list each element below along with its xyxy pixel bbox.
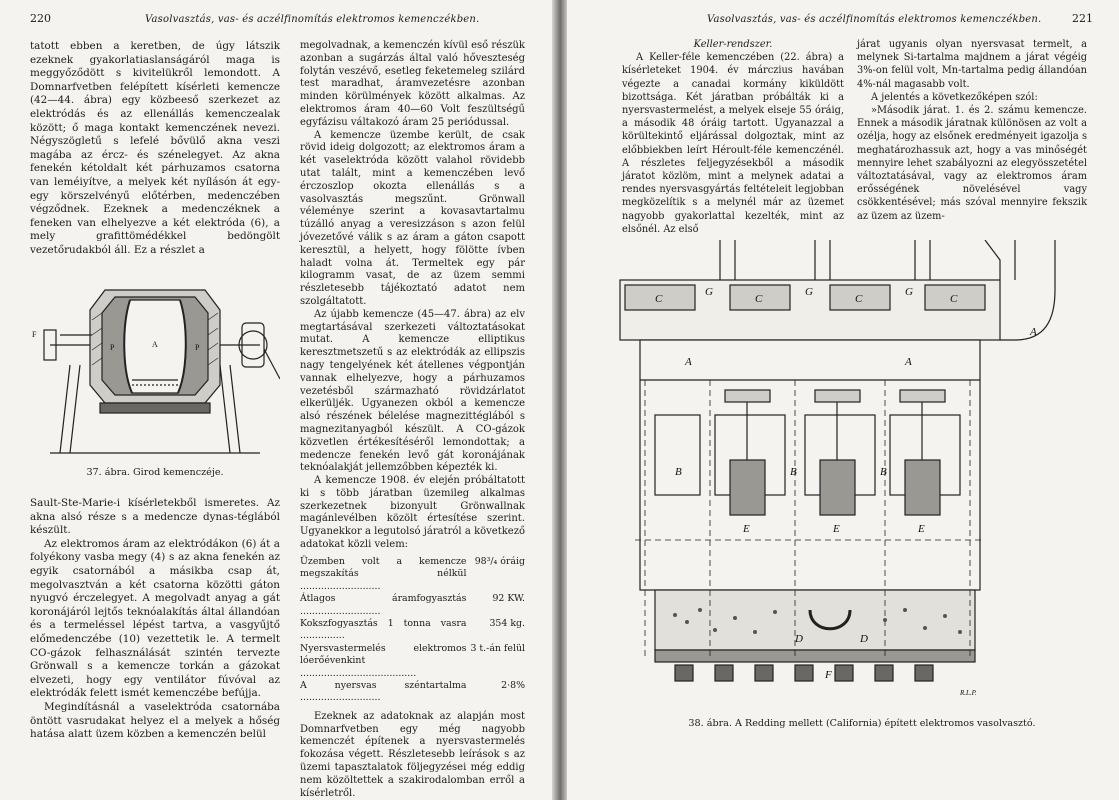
table-cell-value: 2·8% xyxy=(501,679,525,691)
table-cell-label: Nyersvastermelés elektromos lóerőévenkint ....................................... xyxy=(300,642,467,679)
paragraph: Sault-Ste-Marie-i kísérletekből ismeretes. Az akna alsó része s a medencze dynas-téglából készült. xyxy=(30,497,280,537)
fig38-caption: 38. ábra. A Redding mellett (California) épített elektromos vasolvasztó. xyxy=(688,718,1036,729)
table-row xyxy=(300,618,525,643)
right-page-number: 221 xyxy=(1072,12,1093,25)
fig38-label-b3: B xyxy=(880,466,887,478)
left-col1-bottom xyxy=(30,497,280,742)
table-row xyxy=(300,643,525,680)
paragraph: Az elektromos áram az elektródákon (6) át a folyékony vasba megy (4) s az akna fenekén az egyik csatornából a másikba csap át, megolvasztván a két csatorna közötti gáton nyugvó érczelegyet. A megolvadt anyag a gát koronájáról lejtős teknóalakítás által állandóan és a termeléssel lépést tartva, a vasgyűjtő előmedenczébe (10) vezettetik le. A termelt CO-gázok felhasználását szintén tervezte Grönwall s a kemencze torkán a gázokat elvezeti, hogy egy ventilátor fúvóval az elektródák felett ismét kemenczébe befújja. xyxy=(30,537,280,700)
fig38-label-e2: E xyxy=(833,523,840,535)
table-cell-label: Átlagos áramfogyasztás ........................... xyxy=(300,593,467,617)
fig38-label-a2: A xyxy=(685,356,692,368)
paragraph: Az újabb kemencze (45—47. ábra) az elv megtartásával szerkezeti változtatásokat mutat. A kemencze elliptikus keresztmetszetű s az elektródák az ellipszis nagy tengelyének két átellenes végpontján vannak elhelyezve, hogy a párhuzamos vezetésből származható rövidzárlatot elkerüljék. Ugyanezen okból a kemencze alsó részének bélelése magnezittéglából s magnezitanyagból készült. A CO-gázok közvetlen értékesítéséről lemondottak; a medencze fenekén levő gát koronájának teknóalakját jellemzőbben képezték ki. xyxy=(300,308,525,474)
table-row xyxy=(300,593,525,618)
table-cell-value: 3 t.-án felül xyxy=(470,642,525,654)
table-cell-label: Üzemben volt a kemencze megszakítás nélkül ........................... xyxy=(300,555,467,592)
fig38-label-a3: A xyxy=(905,356,912,368)
table-cell-value: 354 kg. xyxy=(489,617,525,629)
fig38-label-g3: G xyxy=(905,286,913,298)
fig37-label-p2: P xyxy=(195,343,200,352)
table-cell-value: 98³/₄ óráig xyxy=(474,555,525,567)
fig38-label-c4: C xyxy=(950,293,958,305)
fig37-label-a: A xyxy=(152,340,158,349)
paragraph: Megindításnál a vaselektróda csatornába öntött vasrudakat helyez el a melyek a hőség hatása alatt üzem közben a kemenczén belül xyxy=(30,700,280,741)
book-gutter xyxy=(552,0,567,800)
girod-furnace-figure xyxy=(30,275,280,460)
left-page-number: 220 xyxy=(30,12,51,25)
fig38-label-a1: A xyxy=(1030,326,1037,338)
fig37-caption: 37. ábra. Girod kemenczéje. xyxy=(86,467,224,478)
fig38-label-c2: C xyxy=(755,293,763,305)
paragraph: A Keller-féle kemenczében (22. ábra) a kísérleteket 1904. év márczius havában végezte a canadai kormány kiküldött bizottsága. Két járatban próbálták ki a nyersvastermelést, a melyek elseje 55 óráig, a második 48 óráig tartott. Ugyanazzal a körültekintő eljárással dolgoztak, mint az előbbiekben leírt Héroult-féle kemenczénél. A részletes feljegyzésekből a második járatot közlöm, mint a melynek adatai a rendes nyersvasgyártás feltételeit legjobban megközelítik s a melynél már az üzemet nagyobb gyakorlattal kezelték, mint az elsőnél. Az első xyxy=(622,52,844,235)
fig38-signature: R.L.P. xyxy=(960,689,977,697)
paragraph: járat ugyanis olyan nyersvasat termelt, a melynek Si-tartalma majdnem a járat végéig 3%-on felül volt, Mn-tartalma pedig állandóan 4%-nál magasabb volt. xyxy=(857,39,1087,90)
fig38-label-b1: B xyxy=(675,466,682,478)
fig38-label-d2: D xyxy=(860,633,868,645)
section-subhead: Keller-rendszer. xyxy=(693,39,773,50)
paragraph: A kemencze üzembe került, de csak rövid ideig dolgozott; az elektromos áram a két vaselektróda között valahol rövidebb utat talált, mint a kemenczében levő érczoszlop okozta ellenállás s a vasolvasztás megszűnt. Grönwall véleménye szerint a kovasavtartalmu túzálló anyag a veresizzáson s azon felül jóvezetővé válik s az áram a gáton csapott keresztül, a helyett, hogy fölötte ívben haladt volna át. Termeltek egy pár kilogramm vasat, de az üzem semmi részletesebb tájékoztató adatot nem szolgáltatott. xyxy=(300,129,525,307)
right-col2 xyxy=(857,38,1087,223)
redding-furnace-figure xyxy=(615,240,1095,700)
fig38-label-e3: E xyxy=(918,523,925,535)
fig38-label-d1: D xyxy=(795,633,803,645)
table-cell-label: A nyersvas széntartalma ........................... xyxy=(300,679,467,704)
left-col2 xyxy=(300,40,525,800)
fig37-label-f: F xyxy=(32,330,37,339)
furnace-data-table xyxy=(300,556,525,705)
fig38-label-e1: E xyxy=(743,523,750,535)
table-row xyxy=(300,680,525,705)
paragraph: megolvadnak, a kemenczén kívül eső részük azonban a sugárzás által való hőveszteség folytán veszévő, esetleg feketemeleg szilárd test maradhat, áramvezetésre azonban minden körülmények között alkalmas. Az elektromos áram 40—60 Volt feszültségű egyfázisu váltakozó áram 25 periódussal. xyxy=(300,40,525,128)
fig38-label-c1: C xyxy=(655,293,663,305)
table-row xyxy=(300,556,525,593)
fig37-label-p1: P xyxy=(110,343,115,352)
paragraph: »Második járat. 1. és 2. számu kemencze. Ennek a második járatnak különösen az volt a ozélja, hogy az elsőnek eredményeit igazolja s meghatározhassuk azt, hogy a vas minőségét mennyire lehet szabályozni az elegyösszetétel változtatásával, vagy az elektromos áram erősségének növelésével vagy csökkentésével; más szóval mennyire fekszik az üzem az üzem- xyxy=(857,105,1087,222)
table-cell-value: 92 KW. xyxy=(492,593,525,605)
paragraph: A kemencze 1908. év elején próbáltatott ki s több járatban üzemileg alkalmas szerkezetnek bizonyult Grönwallnak magánlevélben közölt értesítése szerint. Ugyanekkor a legutolsó járatról a következő adatokat közli velem: xyxy=(300,475,525,551)
fig38-label-b2: B xyxy=(790,466,797,478)
paragraph: Ezeknek az adatoknak az alapján most Domnarfvetben egy még nagyobb kemenczét építenek a nyersvastermelés fokozása végett. Részletesebb leírások s az üzemi tapasztalatok följegyzései még eddig nem közöltettek a szakirodalomban erről a kísérletről. xyxy=(300,710,525,799)
table-cell-label: Kokszfogyasztás 1 tonna vasra ............... xyxy=(300,617,467,642)
right-page xyxy=(567,0,1119,800)
right-running-head: Vasolvasztás, vas- és aczélfinomítás elektromos kemenczékben. xyxy=(707,14,1042,25)
fig38-label-g2: G xyxy=(805,286,813,298)
paragraph: tatott ebben a keretben, de úgy látszik ezeknek gyakorlatiaslanságáról maga is meggyőződött s kivitelükről lemondott. A Domnarfvetben felépített kísérleti kemencze (42—44. ábra) egy közbeeső szerkezet az elektródás és az ellenállás kemenczealak között; ő maga kontakt kemenczének nevezi. Négyszögletű s lefelé bővülő akna veszi magába az ércz- és szénelegyet. Az akna fenekén kétoldalt két párhuzamos csatorna van leméiyítve, a melyek két nyílásón át egy-egy körszelvényű előtérben, medenczében végződnek. Ezeknek a medenczéknek a feneken van elhelyezve a két elektróda (6), a mely grafittömédékkel bedöngölt vezetőrudakból áll. Ez a részlet a xyxy=(30,40,280,256)
fig38-label-c3: C xyxy=(855,293,863,305)
right-col1 xyxy=(622,38,844,236)
fig38-label-g1: G xyxy=(705,286,713,298)
left-running-head: Vasolvasztás, vas- és aczélfinomítás elektromos kemenczékben. xyxy=(145,14,480,25)
paragraph: A jelentés a következőképen szól: xyxy=(871,91,1038,103)
fig38-label-f: F xyxy=(825,669,832,681)
left-col1-top xyxy=(30,40,280,258)
left-page xyxy=(0,0,552,800)
